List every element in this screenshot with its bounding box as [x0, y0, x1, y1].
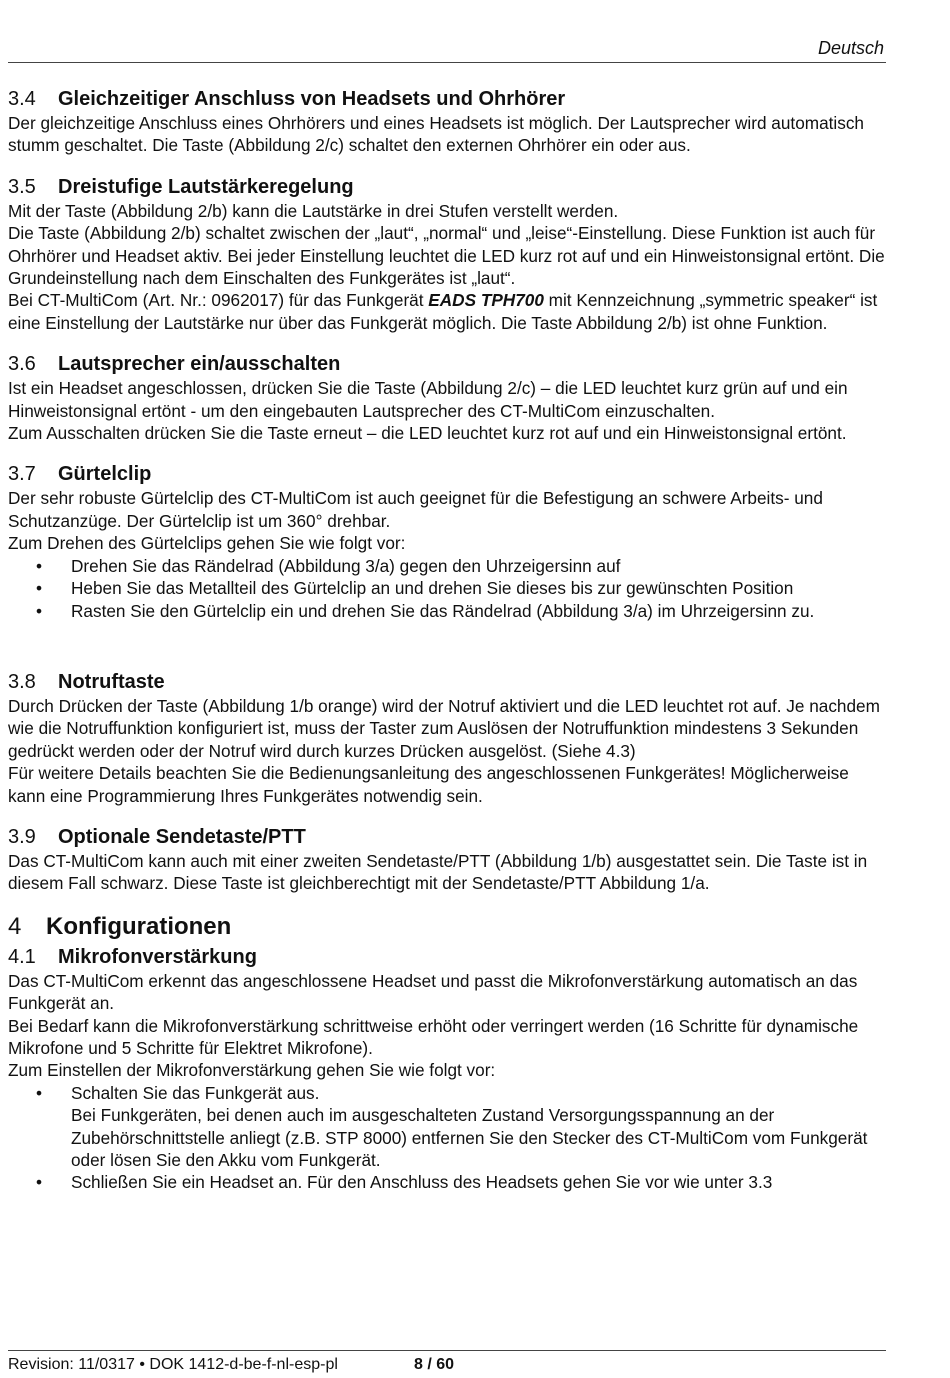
paragraph: Für weitere Details beachten Sie die Bedienungsanleitung des angeschlossenen Funkgerätes! Möglicherweise kann eine Programmierung Ihres Funkgerätes notwendig sein. — [8, 763, 849, 806]
footer-divider — [8, 1350, 886, 1351]
section-number: 3.5 — [8, 175, 36, 198]
bullet-icon: • — [36, 1172, 43, 1193]
paragraph: Zum Einstellen der Mikrofonverstärkung gehen Sie wie folgt vor: — [8, 1060, 496, 1081]
bullet-icon: • — [36, 1082, 43, 1103]
header-divider — [8, 62, 886, 63]
section-title: Optionale Sendetaste/PTT — [58, 825, 306, 848]
chapter-number: 4 — [8, 912, 22, 940]
paragraph: Das CT-MultiCom kann auch mit einer zweiten Sendetaste/PTT (Abbildung 1/b) ausgestattet sein. Die Taste ist in diesem Fall schwarz. Diese Taste ist gleichberechtigt mit der Sendetaste/PTT Abbildung 1/a. — [8, 850, 868, 894]
page-content — [8, 86, 888, 1194]
section-heading — [8, 669, 888, 695]
paragraph: Der gleichzeitige Anschluss eines Ohrhörers und eines Headsets ist möglich. Der Lautsprecher wird automatisch stumm geschaltet. Die Taste (Abbildung 2/c) schaltet den externen Ohrhörer ein oder aus. — [8, 113, 864, 156]
paragraph: Der sehr robuste Gürtelclip des CT-MultiCom ist auch geeignet für die Befestigung an schwere Arbeits- und Schutzanzüge. Der Gürtelclip ist um 360° drehbar. — [8, 488, 823, 531]
paragraph: Bei Bedarf kann die Mikrofonverstärkung schrittweise erhöht oder verringert werden (16 Schritte für dynamische Mikrofone und 5 Schritte für Elektret Mikrofone). — [8, 1015, 859, 1058]
footer — [8, 1354, 455, 1376]
section-title: Gürtelclip — [58, 463, 152, 486]
device-name: EADS TPH700 — [428, 290, 544, 311]
bullet-icon: • — [36, 555, 43, 576]
spacer — [8, 639, 888, 669]
section-3-6 — [8, 351, 888, 444]
paragraph: Ist ein Headset angeschlossen, drücken Sie die Taste (Abbildung 2/c) – die LED leuchtet kurz grün auf und ein Hinweistonsignal ertönt - um den eingebauten Lautsprecher des CT-MultiCom einzuschalten. — [8, 378, 848, 421]
section-4 — [8, 912, 888, 942]
section-title: Mikrofonverstärkung — [58, 945, 257, 968]
list-item — [8, 577, 888, 599]
list-item — [8, 1082, 888, 1172]
paragraph — [8, 289, 888, 334]
section-heading — [8, 461, 888, 487]
list-item-text: Rasten Sie den Gürtelclip ein und drehen Sie das Rändelrad (Abbildung 3/a) im Uhrzeigersinn zu. — [71, 600, 815, 621]
section-number: 3.8 — [8, 670, 36, 693]
footer-revision: Revision: 11/0317 • DOK 1412-d-be-f-nl-esp-pl — [8, 1356, 338, 1373]
bullet-list — [8, 555, 888, 622]
bullet-icon: • — [36, 600, 43, 621]
bullet-list — [8, 1082, 888, 1194]
chapter-title: Konfigurationen — [46, 912, 232, 940]
header-language: Deutsch — [817, 38, 884, 58]
page-number: 8 / 60 — [414, 1356, 455, 1373]
section-heading — [8, 174, 888, 200]
section-3-5 — [8, 174, 888, 334]
section-heading — [8, 944, 888, 970]
section-3-7 — [8, 461, 888, 621]
list-item-text: Bei Funkgeräten, bei denen auch im ausgeschalteten Zustand Versorgungsspannung an der Zubehörschnittstelle anliegt (z.B. STP 8000) entfernen Sie den Stecker des CT-MultiCom vom Funkgerät oder lösen Sie den Akku vom Funkgerät. — [71, 1105, 868, 1170]
section-heading — [8, 86, 888, 112]
section-title: Dreistufige Lautstärkeregelung — [58, 175, 354, 198]
section-heading — [8, 351, 888, 377]
section-3-4 — [8, 86, 888, 157]
section-number: 3.6 — [8, 353, 36, 376]
list-item-text: Drehen Sie das Rändelrad (Abbildung 3/a) gegen den Uhrzeigersinn auf — [71, 555, 621, 576]
list-item — [8, 555, 888, 577]
paragraph: Zum Drehen des Gürtelclips gehen Sie wie folgt vor: — [8, 533, 406, 554]
section-title: Lautsprecher ein/ausschalten — [58, 353, 341, 376]
list-item — [8, 1171, 888, 1193]
paragraph: Zum Ausschalten drücken Sie die Taste erneut – die LED leuchtet kurz rot auf und ein Hinweistonsignal ertönt. — [8, 423, 847, 444]
paragraph: Durch Drücken der Taste (Abbildung 1/b orange) wird der Notruf aktiviert und die LED leuchtet rot auf. Je nachdem wie die Notruffunktion konfiguriert ist, muss der Taster zum Auslösen der Notruffunktion mindestens 3 Sekunden gedrückt werden oder der Notruf wird durch kurzes Drücken ausgelöst. (Siehe 4.3) — [8, 695, 880, 761]
section-number: 4.1 — [8, 945, 36, 968]
paragraph: Das CT-MultiCom erkennt das angeschlossene Headset und passt die Mikrofonverstärkung automatisch an das Funkgerät an. — [8, 970, 858, 1014]
section-number: 3.4 — [8, 88, 36, 110]
chapter-heading — [8, 912, 888, 942]
text-run: Bei CT-MultiCom (Art. Nr.: 0962017) für das Funkgerät — [8, 290, 429, 311]
list-item-text: Heben Sie das Metallteil des Gürtelclip an und drehen Sie dieses bis zur gewünschten Position — [71, 578, 794, 599]
paragraph: Mit der Taste (Abbildung 2/b) kann die Lautstärke in drei Stufen verstellt werden. — [8, 200, 619, 221]
bullet-icon: • — [36, 578, 43, 599]
section-title: Notruftaste — [58, 670, 165, 693]
list-item — [8, 600, 888, 622]
list-item-text: Schließen Sie ein Headset an. Für den Anschluss des Headsets gehen Sie vor wie unter 3.3 — [71, 1172, 773, 1193]
section-title: Gleichzeitiger Anschluss von Headsets und Ohrhörer — [58, 88, 566, 110]
section-number: 3.9 — [8, 825, 36, 848]
section-3-9 — [8, 824, 888, 895]
section-3-8 — [8, 669, 888, 807]
section-4-1 — [8, 944, 888, 1194]
text-run: mit Kennzeichnung „symmetric speaker“ ist eine Einstellung der Lautstärke nur über das Funkgerät möglich. Die Taste Abbildung 2/b) ist ohne Funktion. — [8, 290, 878, 333]
section-number: 3.7 — [8, 463, 36, 486]
section-heading — [8, 824, 888, 850]
paragraph: Die Taste (Abbildung 2/b) schaltet zwischen der „laut“, „normal“ und „leise“-Einstellung. Diese Funktion ist auch für Ohrhörer und Headset aktiv. Bei jeder Einstellung leuchtet die LED kurz rot auf und ein Hinweistonsignal ertönt. Die Grundeinstellung nach dem Einschalten des Funkgerätes ist „laut“. — [8, 223, 885, 289]
list-item-text: Schalten Sie das Funkgerät aus. — [71, 1082, 320, 1103]
